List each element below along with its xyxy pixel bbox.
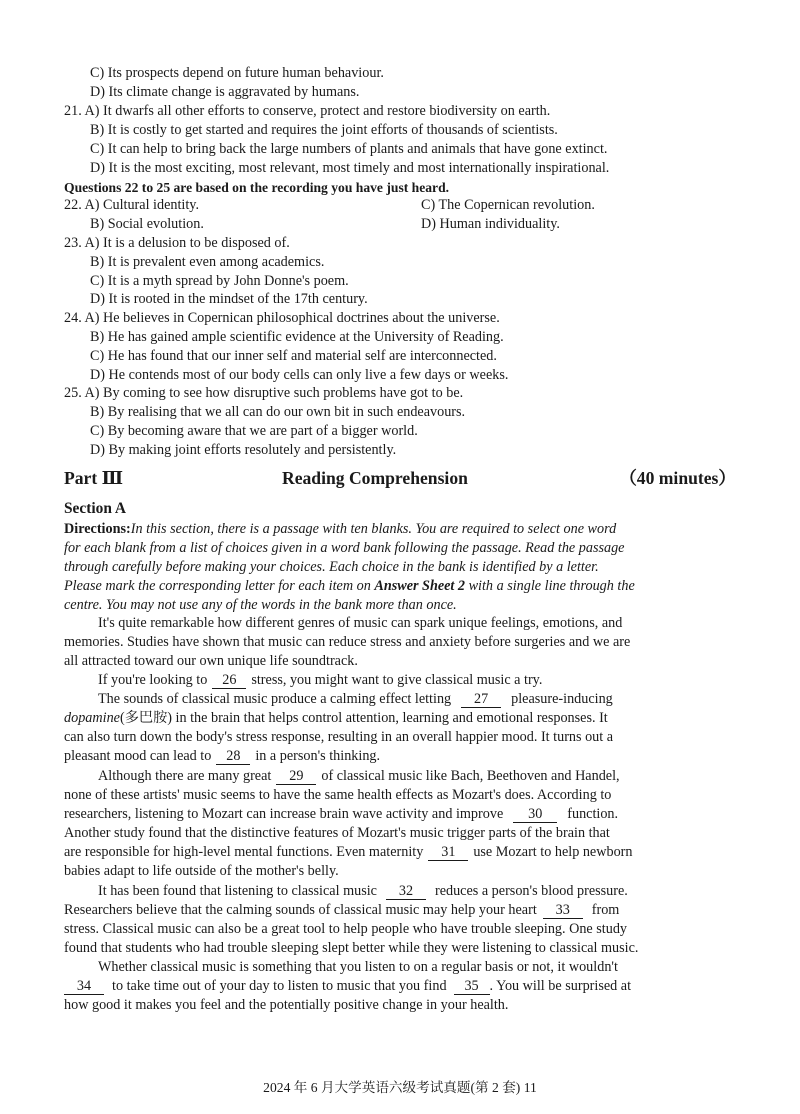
directions-text-4a: Please mark the corresponding letter for each item on xyxy=(64,578,375,594)
passage-p4-line-4: Another study found that the distinctive features of Mozart's music trigger parts of the brain that xyxy=(64,825,610,841)
passage-p5-line-1 xyxy=(98,882,628,901)
passage-text: Researchers believe that the calming sounds of classical music may help your heart xyxy=(64,902,537,918)
passage-text: researchers, listening to Mozart can increase brain wave activity and improve xyxy=(64,806,504,822)
page-footer: 2024 年 6 月大学英语六级考试真题(第 2 套) 11 xyxy=(263,1080,537,1095)
q23-option-d: D) It is rooted in the mindset of the 17th century. xyxy=(90,291,368,307)
passage-text: from xyxy=(591,902,620,918)
passage-p3-line-3: can also turn down the body's stress response, resulting in an overall happier mood. It turns out a xyxy=(64,729,614,745)
q25-option-d: D) By making joint efforts resolutely and persistently. xyxy=(90,442,397,458)
passage-text: are responsible for high-level mental functions. Even maternity xyxy=(64,844,424,860)
passage-text: in a person's thinking. xyxy=(255,748,381,764)
q22-option-d: D) Human individuality. xyxy=(421,216,560,232)
passage-text: pleasure-inducing xyxy=(511,691,613,707)
blank-33: 33 xyxy=(543,903,583,919)
blank-32: 32 xyxy=(386,884,426,900)
blank-30: 30 xyxy=(513,807,557,823)
directions-line-5: centre. You may not use any of the words in the bank more than once. xyxy=(64,597,457,613)
q21-option-b: B) It is costly to get started and requires the joint efforts of thousands of scientists. xyxy=(90,122,558,138)
passage-p1-line-1: It's quite remarkable how different genres of music can spark unique feelings, emotions, and xyxy=(98,615,623,631)
passage-text: reduces a person's blood pressure. xyxy=(434,883,628,899)
answer-sheet-ref: Answer Sheet 2 xyxy=(374,578,466,594)
passage-p6-line-1: Whether classical music is something that you listen to on a regular basis or not, it wouldn't xyxy=(98,959,618,975)
q25-option-c: C) By becoming aware that we are part of a bigger world. xyxy=(90,423,418,439)
q23-option-a: 23. A) It is a delusion to be disposed of. xyxy=(64,235,290,251)
passage-text: If you're looking to xyxy=(98,672,208,688)
passage-text: . You will be surprised at xyxy=(489,978,632,994)
blank-27: 27 xyxy=(461,692,501,708)
passage-p5-line-3: stress. Classical music can also be a great tool to help people who have trouble sleeping. One study xyxy=(64,921,628,937)
part-time: （40 minutes） xyxy=(619,468,736,488)
passage-text: It has been found that listening to classical music xyxy=(98,883,377,899)
passage-p3-line-4 xyxy=(64,747,380,766)
directions-line-4 xyxy=(64,577,635,596)
q23-option-b: B) It is prevalent even among academics. xyxy=(90,254,325,270)
q22-option-c: C) The Copernican revolution. xyxy=(421,197,595,213)
passage-p2-line-1 xyxy=(98,671,542,690)
blank-34: 34 xyxy=(64,979,104,995)
q20-option-d: D) Its climate change is aggravated by humans. xyxy=(90,84,360,100)
q25-option-a: 25. A) By coming to see how disruptive such problems have got to be. xyxy=(64,385,464,401)
q24-option-b: B) He has gained ample scientific evidence at the University of Reading. xyxy=(90,329,504,345)
q20-option-c: C) Its prospects depend on future human behaviour. xyxy=(90,65,384,81)
passage-p1-line-3: all attracted toward our own unique life soundtrack. xyxy=(64,653,358,669)
passage-p4-line-5 xyxy=(64,843,633,862)
directions-text-1: In this section, there is a passage with ten blanks. You are required to select one word xyxy=(130,521,617,537)
passage-text: use Mozart to help newborn xyxy=(473,844,633,860)
q24-option-d: D) He contends most of our body cells can only live a few days or weeks. xyxy=(90,367,509,383)
passage-text: of classical music like Bach, Beethoven and Handel, xyxy=(321,768,620,784)
blank-28: 28 xyxy=(216,749,250,765)
passage-p1-line-2: memories. Studies have shown that music can reduce stress and anxiety before surgeries and we are xyxy=(64,634,631,650)
directions-text-4c: with a single line through the xyxy=(465,578,635,594)
passage-p3-line-1 xyxy=(98,690,613,709)
questions-22-25-heading: Questions 22 to 25 are based on the recording you have just heard. xyxy=(64,180,450,195)
passage-text: to take time out of your day to listen to music that you find xyxy=(112,978,447,994)
passage-p3-line-2 xyxy=(64,709,608,728)
passage-text: (多巴胺) in the brain that helps control attention, learning and emotional responses. It xyxy=(119,710,608,726)
q24-option-c: C) He has found that our inner self and material self are interconnected. xyxy=(90,348,497,364)
q25-option-b: B) By realising that we all can do our own bit in such endeavours. xyxy=(90,404,466,420)
blank-29: 29 xyxy=(276,769,316,785)
directions-line-1 xyxy=(64,520,616,539)
q21-option-d: D) It is the most exciting, most relevant, most timely and most internationally inspirational. xyxy=(90,160,610,176)
passage-p5-line-4: found that students who had trouble sleeping slept better while they were listening to classical music. xyxy=(64,940,639,956)
q23-option-c: C) It is a myth spread by John Donne's poem. xyxy=(90,273,349,289)
passage-p4-line-2: none of these artists' music seems to have the same health effects as Mozart's does. According to xyxy=(64,787,612,803)
passage-text: Although there are many great xyxy=(98,768,272,784)
blank-31: 31 xyxy=(428,845,468,861)
passage-p6-line-2 xyxy=(64,977,631,996)
part-label: Part Ⅲ xyxy=(64,468,124,488)
q21-option-a: 21. A) It dwarfs all other efforts to conserve, protect and restore biodiversity on earth. xyxy=(64,103,551,119)
q21-option-c: C) It can help to bring back the large numbers of plants and animals that have gone extinct. xyxy=(90,141,608,157)
part-title: Reading Comprehension xyxy=(282,468,468,488)
blank-26: 26 xyxy=(212,673,246,689)
passage-p6-line-3: how good it makes you feel and the potentially positive change in your health. xyxy=(64,997,509,1013)
part-header xyxy=(64,466,736,490)
passage-text: function. xyxy=(567,806,619,822)
blank-35: 35 xyxy=(454,979,490,995)
passage-text: stress, you might want to give classical music a try. xyxy=(251,672,543,688)
q24-option-a: 24. A) He believes in Copernican philosophical doctrines about the universe. xyxy=(64,310,500,326)
q22-option-b: B) Social evolution. xyxy=(90,216,204,232)
passage-p4-line-6: babies adapt to life outside of the mother's belly. xyxy=(64,863,339,879)
passage-p5-line-2 xyxy=(64,901,619,920)
section-a-heading: Section A xyxy=(64,500,126,517)
passage-p4-line-3 xyxy=(64,805,618,824)
directions-line-3: through carefully before making your choices. Each choice in the bank is identified by a letter. xyxy=(64,559,599,575)
passage-p4-line-1 xyxy=(98,767,620,786)
q22-option-a: 22. A) Cultural identity. xyxy=(64,197,200,213)
passage-text: The sounds of classical music produce a calming effect letting xyxy=(98,691,452,707)
directions-label: Directions: xyxy=(64,521,131,537)
dopamine-term: dopamine xyxy=(64,710,120,726)
directions-line-2: for each blank from a list of choices given in a word bank following the passage. Read the passage xyxy=(64,540,625,556)
passage-text: pleasant mood can lead to xyxy=(64,748,212,764)
